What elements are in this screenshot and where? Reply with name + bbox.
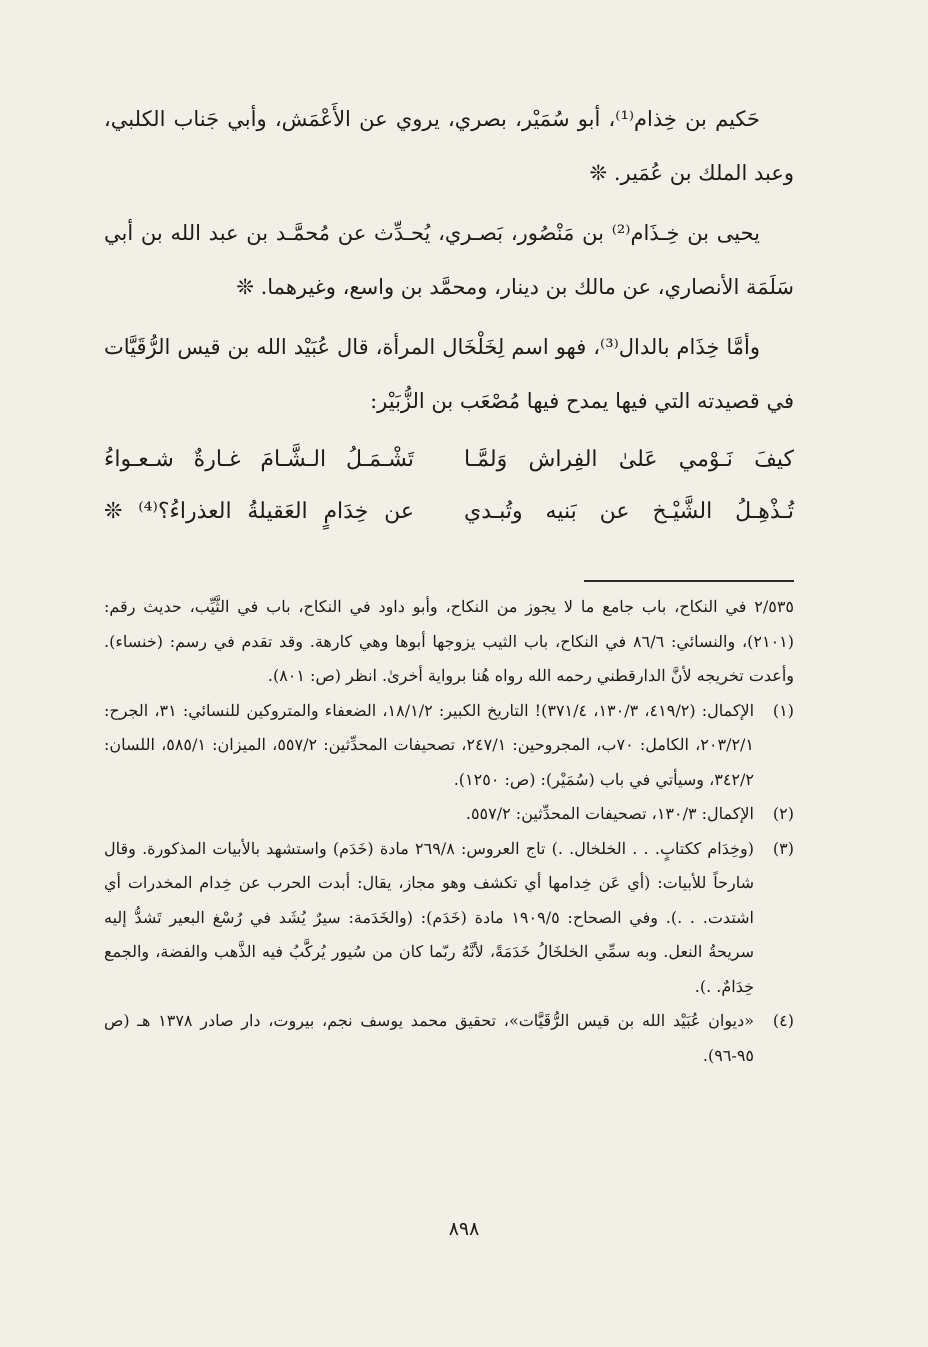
footnote-number: (٤) — [772, 1011, 794, 1030]
paragraph-yahya: يحيى بن خِـذَام⁽²⁾ بن مَنْصُور، بَصـري، يُحـدِّث عن مُحمَّـد بن عبد الله بن أبي سَلَمَة الأنصاري، عن مالك بن دينار، ومحمَّد بن واسع، وغيرهما. ❊ — [104, 221, 794, 299]
footnote-continuation: ٢/٥٣٥ في النكاح، باب جامع ما لا يجوز من النكاح، وأبو داود في النكاح، باب في الثَّيِّب، حديث رقم: (٢١٠١)، والنسائي: ٨٦/٦ في النكاح، باب الثيب يزوجها أبوها وهي كارهة. وقد تقدم في رسم: (خنساء). وأعدت تخريجه لأنَّ الدارقطني رحمه الله رواه هُنا برواية أخرىٰ. انظر (ص: ٨٠١). — [104, 597, 795, 685]
poem-verse — [104, 434, 794, 538]
main-text — [104, 92, 794, 538]
footnote-number: (١) — [772, 700, 794, 720]
footnote — [104, 832, 794, 1005]
page-number: ٨٩٨ — [448, 1218, 480, 1240]
footnote — [104, 694, 794, 798]
footnote-number: (٢) — [772, 804, 794, 823]
footnote-text: الإكمال: ١٣٠/٣، تصحيفات المحدِّثين: ٥٥٧/٢. — [465, 804, 754, 823]
footnote-number: (٣) — [772, 838, 794, 858]
verse-hemistich-second: تَشْـمَـلُ الـشَّـامَ غـارةٌ شـعـواءُ — [104, 447, 414, 472]
verse-hemistich-first: كيفَ نَـوْمي عَلىٰ الفِراش وَلمَّـا — [464, 447, 794, 472]
paragraph-hakim: حَكيم بن خِذام⁽¹⁾، أبو سُمَيْر، بصري، يروي عن الأَعْمَش، وأبي جَناب الكلبي، وعبد الملك بن عُمَير. ❊ — [104, 107, 794, 185]
footnote-text: الإكمال: (٤١٩/٢، ١٣٠/٣، ٣٧١/٤)! التاريخ الكبير: ١٨/١/٢، الضعفاء والمتروكين للنسائي: ٣١، الجرح: ٢٠٣/٢/١، الكامل: ٧٠ب، المجروحين: ٢٤٧/١، تصحيفات المحدِّثين: ٥٥٧/٢، الميزان: ٥٨٥/١، اللسان: ٣٤٢/٢، وسيأتي في باب (سُمَيْر): (ص: ١٢٥٠). — [104, 700, 755, 789]
footnotes — [104, 590, 794, 1073]
verse-hemistich-second: عن خِدَامٍ العَقيلةُ العذراءُ؟⁽⁴⁾ ❊ — [104, 499, 414, 524]
paragraph-khidam: وأمَّا خِذَام بالدال⁽³⁾، فهو اسم لِخَلْخَال المرأة، قال عُبَيْد الله بن قيس الرُّقَيَّات في قصيدته التي فيها يمدح فيها مُصْعَب بن الزُّبَيْر: — [104, 335, 794, 413]
verse-line — [104, 486, 794, 538]
footnote-text: (وخِدَام ككتابٍ. . . الخلخال. .) تاج العروس: ٢٦٩/٨ مادة (خَدَم) واستشهد بالأبيات المذكورة. وقال شارحاً للأبيات: (أي عَن خِدامها أي تكشف وهو مجاز، يقال: أبدت الحرب عن خِدام المخدرات أي اشتدت. . .). وفي الصحاح: ١٩٠٩/٥ مادة (خَدَم): (والخَدَمة: سيرٌ يُشَد في رُسْغ البعير تَشدُّ إليه سريحةُ النعل. وبه سمِّي الخلخَالُ خَدَمَةً، لأنَّهُ ربّما كان من سُيور يُركَّبُ فيه الذَّهب والفضة، والجمع خِدَامٌ. .). — [104, 838, 754, 996]
footnote — [104, 1004, 794, 1073]
verse-hemistich-first: تُـذْهِـلُ الشَّيْـخ عن بَنيه وتُبـدي — [464, 499, 794, 524]
footnote — [104, 797, 794, 832]
verse-line — [104, 434, 794, 486]
footnote-separator — [584, 580, 794, 582]
footnote-text: «ديوان عُبَيْد الله بن قيس الرُّقَيَّات»، تحقيق محمد يوسف نجم، بيروت، دار صادر ١٣٧٨ هـ (ص ٩٥-٩٦). — [104, 1011, 754, 1065]
